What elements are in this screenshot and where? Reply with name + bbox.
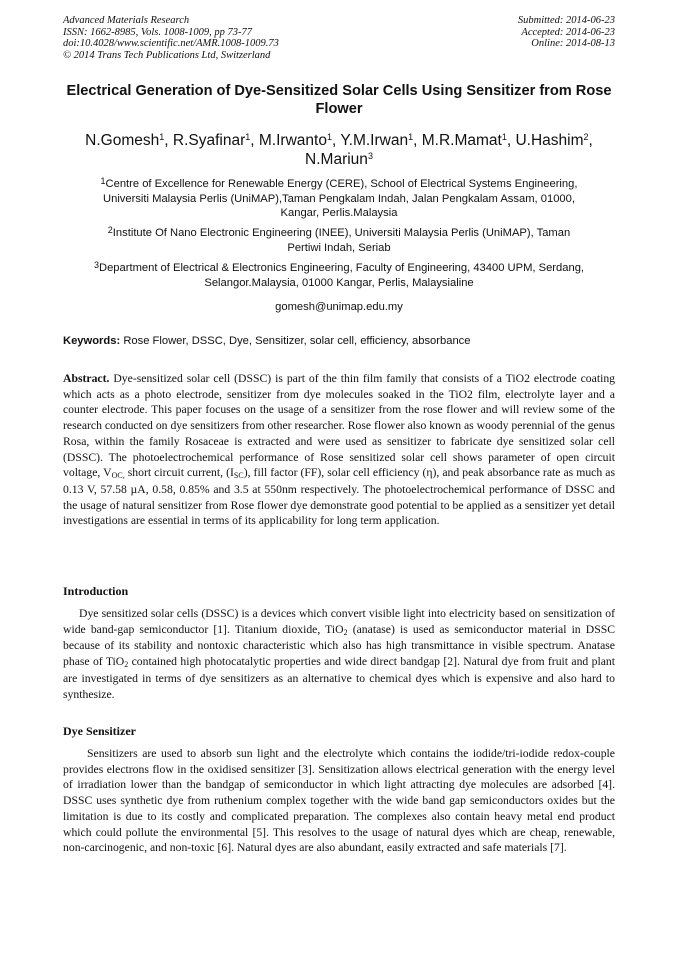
journal-issn: ISSN: 1662-8985, Vols. 1008-1009, pp 73-77 (63, 26, 252, 38)
introduction-text: (anatase) is used as semiconductor material in DSSC because of its stability and nontoxic characteristic which also has high transmittance in visible spectrum. Anatase phase of TiO (63, 622, 615, 669)
author-name: R.Syafinar (172, 132, 246, 149)
introduction-paragraph (63, 606, 615, 702)
journal-copyright: © 2014 Trans Tech Publications Ltd, Switzerland (63, 49, 271, 61)
author-affiliation-mark: 1 (501, 132, 507, 142)
dye-sensitizer-heading: Dye Sensitizer (63, 724, 136, 738)
author-name: M.R.Mamat (421, 132, 502, 149)
author-affiliation-mark: 1 (159, 132, 165, 142)
journal-doi: doi:10.4028/www.scientific.net/AMR.1008-1009.73 (63, 38, 279, 49)
affiliation-number: 3 (93, 260, 99, 270)
affiliation-line: Selangor.Malaysia, 01000 Kangar, Perlis, Malaysialine (204, 276, 474, 289)
author-name: Y.M.Irwan (340, 132, 409, 149)
affiliation-line: Centre of Excellence for Renewable Energy (CERE), School of Electrical Systems Engineering, (105, 178, 578, 190)
abstract-text: short circuit current, (I (124, 466, 234, 480)
introduction-text: contained high photocatalytic properties and wide direct bandgap [2]. Natural dye from fruit and plant are investigated in terms of dye sensitizers as an alternative to chemical dyes which is expensive and also hard to synthesize. (63, 655, 615, 701)
affiliation-3 (63, 261, 615, 290)
accepted-date: Accepted: 2014-06-23 (521, 26, 615, 38)
author-affiliation-mark: 1 (326, 132, 332, 142)
author-name: N.Gomesh (85, 132, 160, 149)
keywords (63, 334, 615, 348)
submission-dates (518, 15, 615, 50)
affiliation-line: Kangar, Perlis.Malaysia (280, 207, 398, 219)
introduction-text: Dye sensitized solar cells (DSSC) is a devices which convert visible light into electricity based on sensitization of wide band-gap semiconductor [1]. Titanium dioxide, TiO (63, 607, 615, 636)
abstract-text: Dye-sensitized solar cell (DSSC) is part of the thin film family that consists of a TiO2 electrode coating which acts as a photo electrode, sensitizer from dye molecules soaked in the TiO2 film, electrolyte layer and a counter electrode. This paper focuses on the usage of a sensitizer from the rose flower and will review some of the research conducted on dye sensitizers from other researcher. Rose flower also known as woody perennial of the genus Rosa, within the family Rosaceae is extracted and were used as sensitizer to fabricate dye sensitized solar cell (DSSC). The photoelectrochemical performance of Rose sensitized solar cell shows parameter of open circuit voltage, V (63, 372, 616, 480)
dye-sensitizer-paragraph: Sensitizers are used to absorb sun light and the electrolyte which contains the iodide/tri-iodide redox-couple provides electrons flow in the oxidised sensitizer [3]. Sensitization allows electrical generation with the energy level of irradiation lower than the bandgap of semiconductor in which light attracting dye molecules are adsorbed [4]. DSSC uses synthetic dye from ruthenium complex together with the wide band gap semiconductors oxides but the limitation is due to its costly and complicated preparation. The complexes also contain heavy metal end product which could pollute the environmental [5]. This resolves to the usage of natural dyes which are cheap, renewable, non-carcinogenic, and non-toxic [6]. Natural dyes are also abundant, easily extracted and safe materials [7]. (63, 747, 615, 855)
author-affiliation-mark: 1 (245, 132, 251, 142)
paper-title: Electrical Generation of Dye-Sensitized Solar Cells Using Sensitizer from Rose Flower (66, 83, 612, 117)
author-affiliation-mark: 3 (367, 151, 373, 161)
author-affiliation-mark: 1 (408, 132, 414, 142)
online-date: Online: 2014-08-13 (531, 38, 615, 49)
affiliation-number: 1 (100, 176, 106, 186)
author-name: U.Hashim (515, 132, 584, 149)
abstract (63, 371, 615, 529)
journal-info (63, 15, 279, 61)
voc-subscript: OC, (111, 471, 125, 481)
affiliation-1 (63, 177, 615, 221)
keywords-label: Keywords: (63, 335, 121, 347)
isc-subscript: SC (233, 471, 244, 481)
introduction-heading: Introduction (63, 584, 129, 598)
keywords-text: Rose Flower, DSSC, Dye, Sensitizer, solar cell, efficiency, absorbance (123, 335, 471, 347)
affiliation-number: 2 (107, 225, 113, 235)
author-name: N.Mariun (305, 151, 368, 168)
affiliation-line: Pertiwi Indah, Seriab (287, 241, 391, 254)
author-affiliation-mark: 2 (583, 132, 589, 142)
affiliation-line: Universiti Malaysia Perlis (UniMAP),Taman Pengkalam Indah, Jalan Pengkalam Assam, 01000, (103, 192, 575, 205)
abstract-label: Abstract. (63, 372, 110, 385)
tio2-subscript: 2 (343, 627, 348, 637)
affiliation-line: Department of Electrical & Electronics Engineering, Faculty of Engineering, 43400 UPM, Serdang, (98, 262, 585, 274)
journal-name: Advanced Materials Research (63, 15, 190, 26)
author-list: N.Gomesh$^1$, R.Syafinar$^1$, M.Irwanto$^1$, Y.M.Irwan$^1$, M.R.Mamat$^1$, U.Hashim$^2$, N.Mariun$^3$ (85, 132, 593, 168)
tio2-subscript: 2 (124, 660, 129, 670)
abstract-text: ), fill factor (FF), solar cell efficiency (η), and peak absorbance rate as much as 0.13 V, 57.58 µA, 0.58, 0.85% and 3.5 at 550nm respectively. The photoelectrochemical performance of DSSC and the usage of natural sensitizer from Rose flower dye demonstrate good potential to be applied as a sensitizer yet detail investigations are essential in terms of its applicability for long term application. (63, 466, 615, 528)
author-name: M.Irwanto (258, 132, 327, 149)
author-email: gomesh@unimap.edu.my (275, 301, 403, 313)
affiliation-2 (63, 226, 615, 255)
affiliation-line: Institute Of Nano Electronic Engineering (INEE), Universiti Malaysia Perlis (UniMAP), Taman (112, 227, 571, 239)
submitted-date: Submitted: 2014-06-23 (517, 15, 615, 26)
